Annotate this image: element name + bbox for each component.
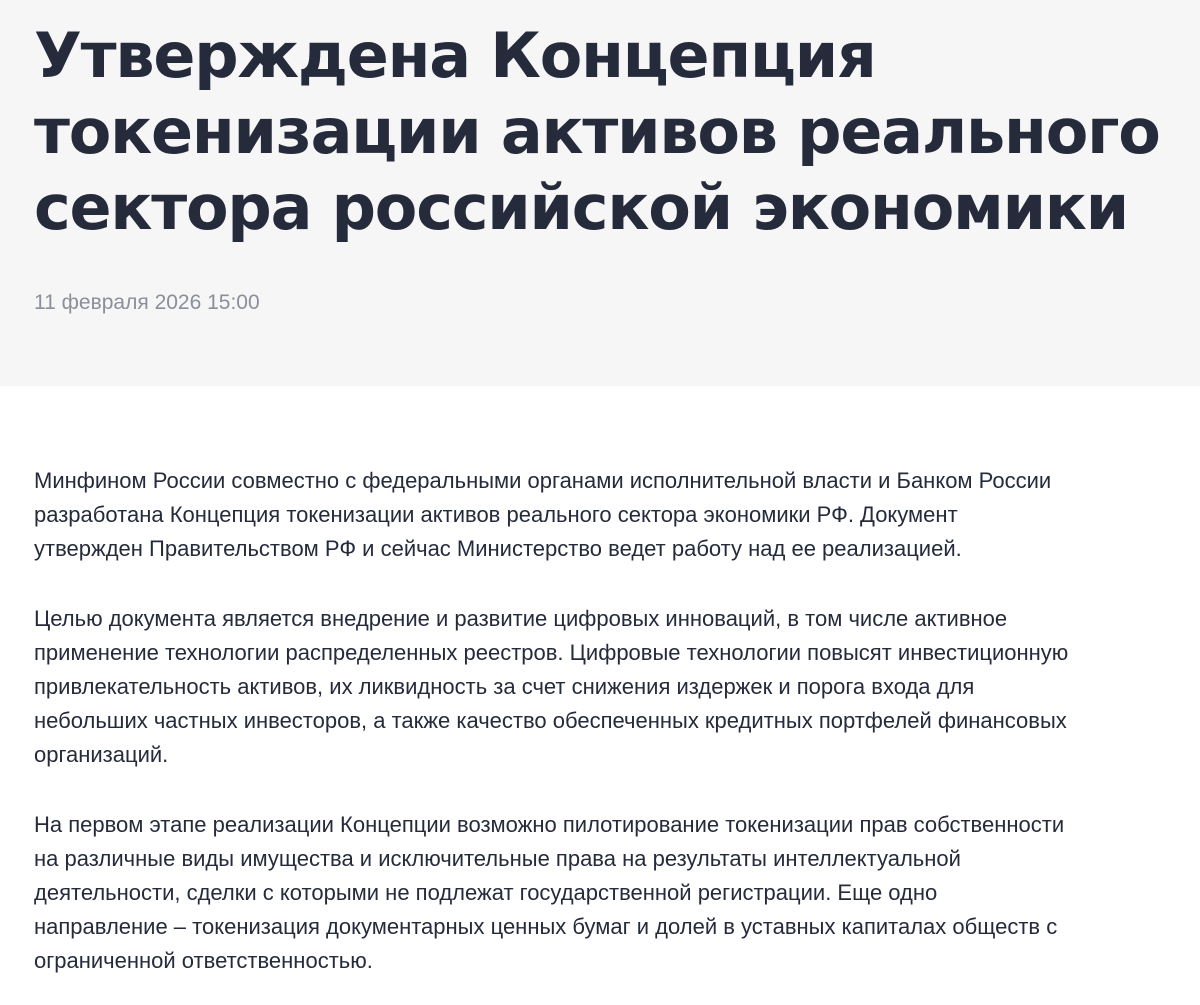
paragraph-line: утвержден Правительством РФ и сейчас Министерство ведет работу над ее реализацией. [34,536,962,561]
article-title-line: сектора российской экономики [34,171,1128,244]
article-paragraph [34,602,1174,772]
article-title-line: токенизации активов реального [34,95,1160,168]
article-body [34,464,1174,978]
article-paragraph [34,464,1174,566]
paragraph-line: Минфином России совместно с федеральными органами исполнительной власти и Банком России [34,468,1052,493]
paragraph-line: применение технологии распределенных реестров. Цифровые технологии повысят инвестиционную [34,640,1069,665]
paragraph-line: организаций. [34,742,169,767]
paragraph-line: деятельности, сделки с которыми не подлежат государственной регистрации. Еще одно [34,880,938,905]
paragraph-line: разработана Концепция токенизации активов реального сектора экономики РФ. Документ [34,502,958,527]
article-title-line: Утверждена Концепция [34,19,876,92]
paragraph-line: на различные виды имущества и исключительные права на результаты интеллектуальной [34,846,961,871]
article-title [34,18,1174,246]
paragraph-line: Целью документа является внедрение и развитие цифровых инноваций, в том числе активное [34,606,1008,631]
article-header [0,0,1200,386]
paragraph-line: направление – токенизация документарных ценных бумаг и долей в уставных капиталах обществ с [34,914,1058,939]
paragraph-line: На первом этапе реализации Концепции возможно пилотирование токенизации прав собственности [34,812,1065,837]
article-date: 11 февраля 2026 15:00 [34,291,260,314]
article-paragraph [34,808,1174,978]
paragraph-line: ограниченной ответственностью. [34,948,373,973]
paragraph-line: небольших частных инвесторов, а также качество обеспеченных кредитных портфелей финансовых [34,708,1067,733]
paragraph-line: привлекательность активов, их ликвидность за счет снижения издержек и порога входа для [34,674,975,699]
